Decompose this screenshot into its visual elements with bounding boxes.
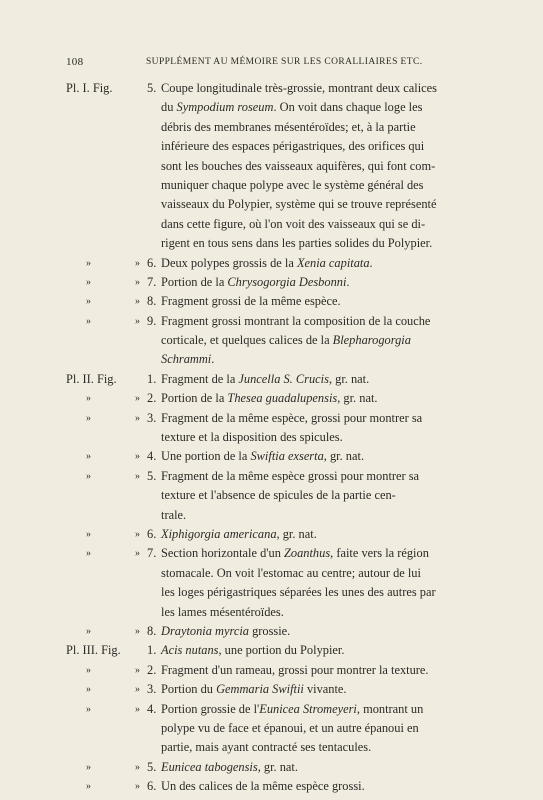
figure-entry: [0, 777, 543, 796]
entry-line: [0, 777, 543, 796]
entry-line: [0, 603, 543, 622]
entry-line: [0, 758, 543, 777]
figure-caption: Fragment de la même espèce grossi pour montrer sa: [161, 468, 420, 483]
entry-line: [0, 564, 543, 583]
figure-caption: Draytonia myrcia grossie.: [161, 623, 291, 638]
figure-caption: Section horizontale d'un Zoanthus, faite vers la région: [161, 546, 429, 561]
ditto-mark: »: [135, 781, 140, 793]
figure-entry: [0, 312, 543, 370]
figure-caption-continued: polype vu de face et épanoui, et un autre épanoui en: [161, 720, 419, 735]
figure-caption: Portion grossie de l'Eunicea Stromeyeri, montrant un: [161, 701, 424, 716]
figure-number: 2.: [147, 391, 157, 406]
entry-line: [0, 583, 543, 602]
entry-line: [0, 544, 543, 563]
entry-line: [0, 292, 543, 311]
figure-caption: Eunicea tabogensis, gr. nat.: [161, 759, 298, 774]
taxon-name: Acis nutans: [161, 643, 219, 658]
figure-caption-continued: vaisseaux du Polypier, système qui se trouve représenté: [161, 197, 437, 212]
entry-line: [0, 389, 543, 408]
ditto-mark: »: [135, 393, 140, 405]
entry-line: [0, 137, 543, 156]
figure-entry: [0, 79, 543, 254]
ditto-mark: »: [135, 470, 140, 482]
figure-caption: Portion du Gemmaria Swiftii vivante.: [161, 682, 347, 697]
figure-entry: [0, 661, 543, 680]
ditto-mark: »: [135, 257, 140, 269]
figure-caption-continued: inférieure des espaces périgastriques, des orifices qui: [161, 139, 425, 154]
figure-number: 1.: [147, 643, 157, 658]
ditto-mark: »: [135, 276, 140, 288]
figure-entry: [0, 680, 543, 699]
ditto-mark: »: [135, 664, 140, 676]
figure-number: 6.: [147, 779, 157, 794]
figure-caption: Portion de la Thesea guadalupensis, gr. nat.: [161, 391, 378, 406]
figure-caption: Fragment grossi montrant la composition de la couche: [161, 313, 431, 328]
ditto-mark: »: [86, 684, 91, 696]
figure-caption: Une portion de la Swiftia exserta, gr. nat.: [161, 449, 365, 464]
figure-caption-continued: les lames mésentéroïdes.: [161, 604, 284, 619]
ditto-mark: »: [86, 548, 91, 560]
entry-line: [0, 234, 543, 253]
figure-number: 5.: [147, 81, 157, 95]
taxon-name: Zoanthus: [284, 546, 331, 561]
figure-caption-continued: corticale, et quelques calices de la Blepharogorgia: [161, 333, 411, 348]
figure-caption-continued: partie, mais ayant contracté ses tentacules.: [161, 740, 372, 755]
figure-number: 3.: [147, 682, 157, 697]
figure-number: 7.: [147, 274, 157, 289]
ditto-mark: »: [135, 296, 140, 308]
figure-caption-continued: texture et la disposition des spicules.: [161, 430, 343, 445]
entry-line: [0, 370, 543, 389]
entry-line: [0, 157, 543, 176]
figure-caption: Fragment de la même espèce, grossi pour montrer sa: [161, 410, 423, 425]
figure-entry: [0, 370, 543, 389]
taxon-name: Draytonia myrcia: [161, 623, 249, 638]
entry-line: [0, 79, 543, 98]
figure-number: 4.: [147, 449, 157, 464]
entry-line: [0, 506, 543, 525]
figure-caption: Xiphigorgia americana, gr. nat.: [161, 526, 317, 541]
figure-caption-continued: trale.: [161, 507, 187, 522]
figure-caption-continued: sont les bouches des vaisseaux aquifères, qui font com-: [161, 158, 436, 173]
entry-line: [0, 312, 543, 331]
figure-number: 8.: [147, 294, 157, 309]
figure-caption-continued: rigent en tous sens dans les parties solides du Polypier.: [161, 236, 433, 251]
figure-number: 9.: [147, 313, 157, 328]
figure-entry: [0, 758, 543, 777]
figure-entry: [0, 447, 543, 466]
entry-line: [0, 738, 543, 757]
taxon-name: Juncella S. Crucis: [238, 371, 329, 386]
figure-number: 6.: [147, 255, 157, 270]
figure-caption: Fragment d'un rameau, grossi pour montrer la texture.: [161, 662, 429, 677]
figure-number: 4.: [147, 701, 157, 716]
entry-line: [0, 331, 543, 350]
ditto-mark: »: [86, 703, 91, 715]
ditto-mark: »: [86, 276, 91, 288]
plate-label: Pl. III. Fig.: [66, 643, 121, 658]
taxon-name: Xiphigorgia americana: [161, 526, 277, 541]
figure-caption-continued: les loges périgastriques séparées les unes des autres par: [161, 585, 436, 600]
entry-line: [0, 350, 543, 369]
figure-entry: [0, 467, 543, 525]
taxon-name: Blepharogorgia: [332, 333, 411, 348]
ditto-mark: »: [135, 412, 140, 424]
figure-number: 6.: [147, 526, 157, 541]
figure-number: 5.: [147, 759, 157, 774]
ditto-mark: »: [135, 761, 140, 773]
figure-caption: Acis nutans, une portion du Polypier.: [161, 643, 345, 658]
ditto-mark: »: [135, 451, 140, 463]
figure-entry: [0, 409, 543, 448]
figure-entry: [0, 292, 543, 311]
taxon-name: Chrysogorgia Desbonni: [227, 274, 347, 289]
figure-entry: [0, 389, 543, 408]
figure-caption: Coupe longitudinale très-grossie, montrant deux calices: [161, 81, 437, 95]
ditto-mark: »: [135, 703, 140, 715]
ditto-mark: »: [135, 548, 140, 560]
entry-line: [0, 641, 543, 660]
figure-caption-continued: dans cette figure, où l'on voit des vaisseaux qui se di-: [161, 216, 426, 231]
taxon-name: Thesea guadalupensis: [227, 391, 338, 406]
entry-line: [0, 98, 543, 117]
figure-number: 2.: [147, 662, 157, 677]
figure-entry: [0, 525, 543, 544]
ditto-mark: »: [86, 257, 91, 269]
taxon-name: Swiftia exserta: [250, 449, 324, 464]
entry-line: [0, 486, 543, 505]
entry-line: [0, 680, 543, 699]
entry-line: [0, 447, 543, 466]
taxon-name: Eunicea tabogensis: [161, 759, 258, 774]
plate-label: Pl. I. Fig.: [66, 81, 113, 95]
taxon-name: Eunicea Stromeyeri: [259, 701, 357, 716]
figure-caption-continued: débris des membranes mésentéroïdes; et, à la partie: [161, 119, 416, 134]
plate-legend-list: [0, 79, 543, 796]
entry-line: [0, 409, 543, 428]
entry-line: [0, 661, 543, 680]
entry-line: [0, 525, 543, 544]
ditto-mark: »: [86, 761, 91, 773]
figure-number: 5.: [147, 468, 157, 483]
entry-line: [0, 254, 543, 273]
entry-line: [0, 195, 543, 214]
figure-caption: Fragment de la Juncella S. Crucis, gr. nat.: [161, 371, 370, 386]
ditto-mark: »: [86, 451, 91, 463]
entry-line: [0, 428, 543, 447]
figure-entry: [0, 273, 543, 292]
entry-line: [0, 719, 543, 738]
ditto-mark: »: [135, 684, 140, 696]
figure-number: 7.: [147, 546, 157, 561]
figure-caption: Portion de la Chrysogorgia Desbonni.: [161, 274, 350, 289]
figure-caption-continued: texture et l'absence de spicules de la partie cen-: [161, 488, 396, 503]
entry-line: [0, 622, 543, 641]
ditto-mark: »: [86, 412, 91, 424]
page-number: 108: [66, 56, 84, 68]
ditto-mark: »: [86, 664, 91, 676]
ditto-mark: »: [135, 625, 140, 637]
figure-caption: Un des calices de la même espèce grossi.: [161, 779, 365, 794]
ditto-mark: »: [135, 528, 140, 540]
page-header: [66, 56, 503, 70]
ditto-mark: »: [86, 625, 91, 637]
figure-number: 3.: [147, 410, 157, 425]
ditto-mark: »: [86, 781, 91, 793]
entry-line: [0, 215, 543, 234]
figure-caption-continued: muniquer chaque polype avec le système général des: [161, 177, 424, 192]
figure-entry: [0, 700, 543, 758]
ditto-mark: »: [86, 296, 91, 308]
ditto-mark: »: [86, 528, 91, 540]
ditto-mark: »: [86, 393, 91, 405]
ditto-mark: »: [135, 315, 140, 327]
plate-label: Pl. II. Fig.: [66, 371, 117, 386]
figure-entry: [0, 641, 543, 660]
figure-caption-continued: du Sympodium roseum. On voit dans chaque loge les: [161, 100, 423, 115]
taxon-name: Schrammi: [161, 352, 212, 367]
figure-entry: [0, 544, 543, 622]
figure-caption-continued: Schrammi.: [161, 352, 215, 367]
ditto-mark: »: [86, 315, 91, 327]
figure-entry: [0, 254, 543, 273]
entry-line: [0, 700, 543, 719]
taxon-name: Sympodium roseum: [176, 100, 274, 115]
taxon-name: Xenia capitata: [296, 255, 370, 270]
entry-line: [0, 118, 543, 137]
figure-entry: [0, 622, 543, 641]
entry-line: [0, 467, 543, 486]
figure-number: 8.: [147, 623, 157, 638]
figure-caption: Deux polypes grossis de la Xenia capitata.: [161, 255, 373, 270]
taxon-name: Gemmaria Swiftii: [216, 682, 304, 697]
figure-number: 1.: [147, 371, 157, 386]
running-title: SUPPLÉMENT AU MÉMOIRE SUR LES CORALLIAIRES ETC.: [146, 57, 423, 67]
figure-caption: Fragment grossi de la même espèce.: [161, 294, 341, 309]
entry-line: [0, 176, 543, 195]
entry-line: [0, 273, 543, 292]
figure-caption-continued: stomacale. On voit l'estomac au centre; autour de lui: [161, 565, 421, 580]
ditto-mark: »: [86, 470, 91, 482]
